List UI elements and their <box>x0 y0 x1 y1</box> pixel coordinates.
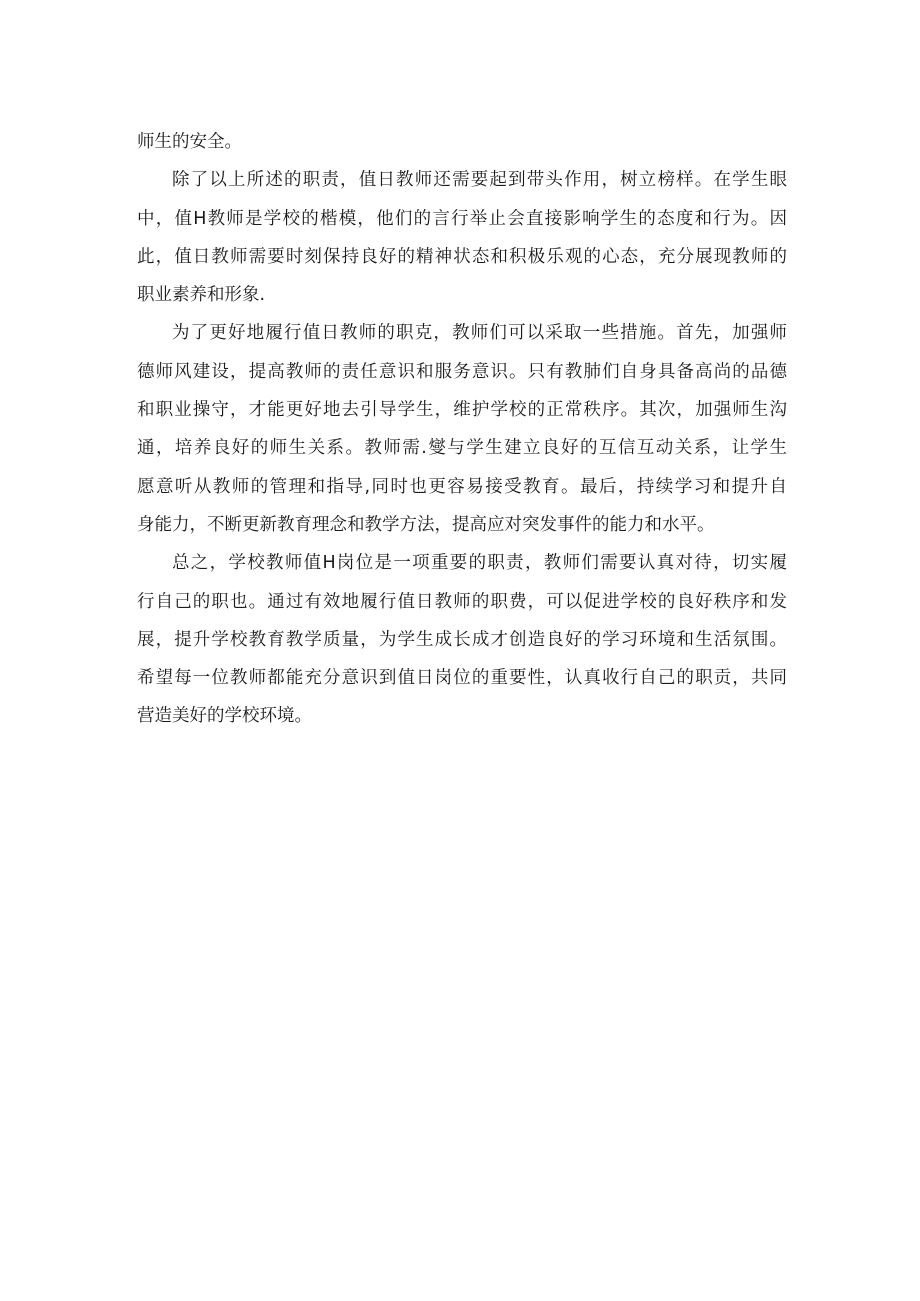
paragraph-first-line: 除了以上所述的职责，值日教师还需要起到带头作用，树立榜样。在学生眼 <box>172 170 787 191</box>
text-line: 愿意听从教师的管理和指导,同时也更容易接受教育。最后，持续学习和提升自 <box>137 476 787 497</box>
text-line: 和职业操守，才能更好地去引导学生，维护学校的正常秩序。其次，加强师生沟 <box>137 400 787 421</box>
text-line: 身能力，不断更新教育理念和教学方法，提高应对突发事件的能力和水平。 <box>137 514 715 535</box>
document-body <box>137 123 787 736</box>
text-line: 德师风建设，提高教师的责任意识和服务意识。只有教肺们自身具备高尚的品德 <box>137 361 787 382</box>
text-line: 此，值日教师需要时刻保持良好的精神状态和积极乐观的心态，充分展现教师的 <box>137 246 787 267</box>
paragraph-first-line: 总之，学校教师值H岗位是一项重要的职责，教师们需要认真对待，切实履 <box>172 553 787 574</box>
text-line: 职业素养和形象. <box>137 285 266 306</box>
text-line: 中，值H教师是学校的楷模，他们的言行举止会直接影响学生的态度和行为。因 <box>137 208 787 229</box>
paragraph-first-line: 为了更好地履行值日教师的职克，教师们可以采取一些措施。首先，加强师 <box>172 323 787 344</box>
text-line: 师生的安全。 <box>137 132 242 152</box>
text-line: 展，提升学校教育教学质量，为学生成长成才创造良好的学习环境和生活氛围。 <box>137 629 787 650</box>
text-line: 通，培养良好的师生关系。教师需.燮与学生建立良好的互信互动关系，让学生 <box>137 438 787 459</box>
text-line: 营造美好的学校环境。 <box>137 706 312 727</box>
text-line: 行自己的职也。通过有效地履行值日教师的职费，可以促进学校的良好秩序和发 <box>137 591 787 612</box>
text-line: 希望每一位教师都能充分意识到值日岗位的重要性，认真收行自己的职贡，共同 <box>137 668 787 689</box>
